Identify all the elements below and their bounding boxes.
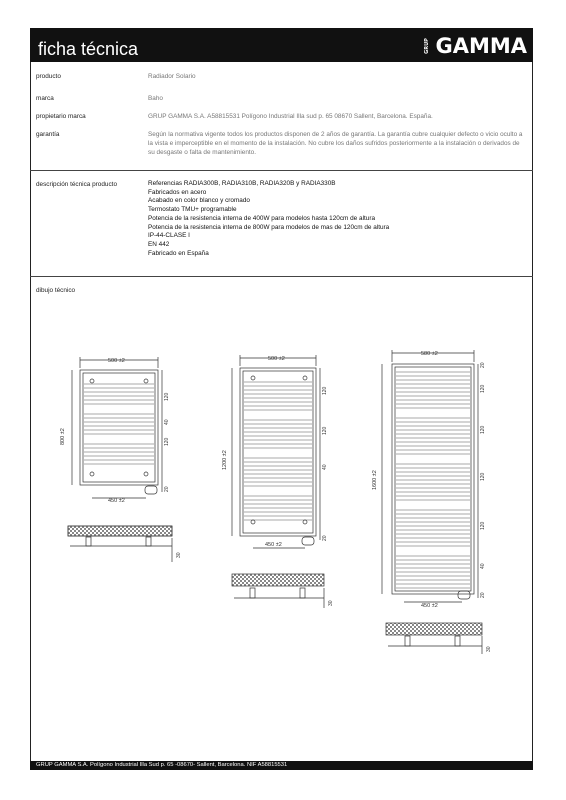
large-dim-5: 120 [480, 521, 486, 530]
value-producto: Radiador Solario [148, 73, 196, 80]
spec-line: Fabricado en España [148, 249, 209, 257]
logo-prefix: GRUP [423, 38, 430, 54]
spec-line: Fabricados en acero [148, 188, 207, 196]
spec-line: IP-44-CLASE I [148, 232, 190, 240]
label-propietario: propietario marca [36, 113, 86, 120]
large-dim-3: 120 [480, 425, 486, 434]
small-dim-4: 20 [164, 486, 170, 492]
large-width-dim: 580 ±2 [421, 351, 438, 357]
label-tech: descripción técnica producto [36, 181, 117, 188]
label-drawing: dibujo técnico [36, 287, 76, 294]
label-garantia: garantía [36, 131, 60, 138]
small-height-dim: 800 ±2 [60, 428, 66, 445]
page-footer: GRUP GAMMA S.A. Polígono Industrial Illa Sud p. 65 -08670- Sallent, Barcelona. NIF A58815531 [30, 761, 533, 770]
value-marca: Baho [148, 95, 163, 102]
spec-line: Potencia de la resistencia interna de 400W para modelos hasta 120cm de altura [148, 214, 376, 222]
small-dim-5: 30 [176, 552, 182, 558]
large-dim-7: 20 [480, 592, 486, 598]
large-dim-8: 30 [486, 646, 492, 652]
spec-line: Termostato TMU+ programable [148, 206, 237, 214]
medium-dim-1: 120 [322, 386, 328, 395]
logo-text: GAMMA [435, 34, 527, 58]
large-dim-4: 120 [480, 472, 486, 481]
medium-dim-3: 40 [322, 464, 328, 470]
page-title: ficha técnica [38, 39, 139, 59]
small-dim-2: 40 [164, 419, 170, 425]
large-base-dim: 450 ±2 [421, 603, 438, 609]
large-dim-2: 120 [480, 384, 486, 393]
small-dim-3: 120 [164, 437, 170, 446]
spec-line: Acabado en color blanco y cromado [148, 197, 250, 205]
small-width-dim: 500 ±2 [108, 358, 125, 364]
label-marca: marca [36, 95, 54, 102]
spec-line: EN 442 [148, 240, 170, 248]
small-base-dim: 450 ±2 [108, 498, 125, 504]
value-propietario: GRUP GAMMA S.A. A58815531 Polígono Industrial Illa sud p. 65 08670 Sallent, Barcelona. España. [148, 113, 433, 120]
medium-dim-4: 20 [322, 535, 328, 541]
radiator-medium-drawing [232, 355, 324, 608]
spec-line: Potencia de la resistencia interna de 800W para modelos de mas de 120cm de altura [148, 223, 390, 231]
label-producto: producto [36, 73, 61, 80]
spec-line: Referencias RADIA300B, RADIA310B, RADIA320B y RADIA330B [148, 180, 336, 187]
large-dim-1: 20 [480, 362, 486, 368]
medium-base-dim: 450 ±2 [265, 542, 282, 548]
medium-dim-2: 120 [322, 426, 328, 435]
large-height-dim: 1600 ±2 [372, 470, 378, 490]
medium-height-dim: 1200 ±2 [222, 450, 228, 470]
medium-dim-5: 30 [328, 600, 334, 606]
radiator-small-drawing [68, 357, 172, 562]
medium-width-dim: 500 ±2 [268, 356, 285, 362]
small-dim-1: 120 [164, 392, 170, 401]
value-garantia: Según la normativa vigente todos los productos disponen de 2 años de garantía. La garantía cubre cualquier defecto o vicio oculto a la vista e imperceptible en el momento de la instalación. No cubre los daños sufridos posteriormente a la instalación o derivados de su desgaste o falta de mantenimiento. [148, 131, 523, 156]
large-dim-6: 40 [480, 563, 486, 569]
